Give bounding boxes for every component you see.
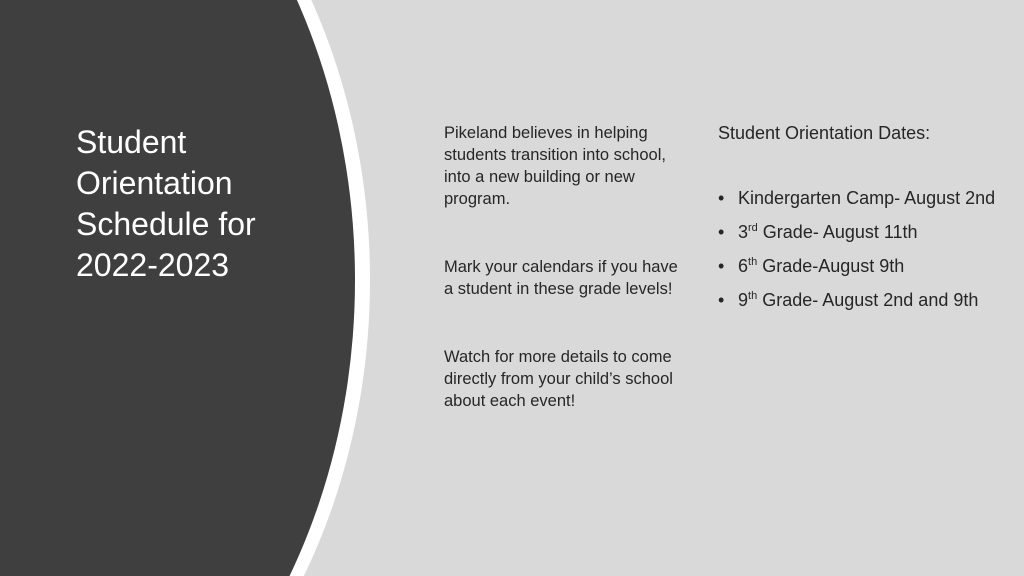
dates-list [718, 187, 998, 312]
bullet-icon: • [718, 222, 725, 242]
bullet-icon: • [718, 188, 725, 208]
intro-text-column [444, 122, 684, 458]
dates-column [718, 122, 998, 323]
dark-circle-panel [0, 0, 355, 576]
slide-title: Student Orientation Schedule for 2022-2023 [76, 124, 256, 283]
dates-heading: Student Orientation Dates: [718, 123, 931, 143]
bullet-icon: • [718, 256, 725, 276]
item-text: Grade- August 2nd and 9th [757, 290, 979, 310]
ordinal-suffix: th [748, 290, 758, 302]
grade-number: 9 [738, 290, 749, 310]
bullet-icon: • [718, 290, 725, 310]
item-text: Kindergarten Camp- August 2nd [738, 188, 996, 208]
grade-number: 6 [738, 256, 749, 276]
item-text: Grade-August 9th [757, 256, 905, 276]
calendar-paragraph: Mark your calendars if you have a student in these grade levels! [444, 258, 678, 298]
ordinal-suffix: rd [748, 222, 758, 234]
list-item [718, 187, 998, 210]
details-paragraph: Watch for more details to come directly from your child’s school about each event! [444, 348, 673, 410]
intro-paragraph: Pikeland believes in helping students transition into school, into a new building or new program. [444, 124, 666, 208]
list-item [718, 221, 998, 244]
ordinal-suffix: th [748, 256, 758, 268]
item-text: Grade- August 11th [757, 222, 918, 242]
list-item [718, 255, 998, 278]
list-item [718, 289, 998, 312]
grade-number: 3 [738, 222, 749, 242]
